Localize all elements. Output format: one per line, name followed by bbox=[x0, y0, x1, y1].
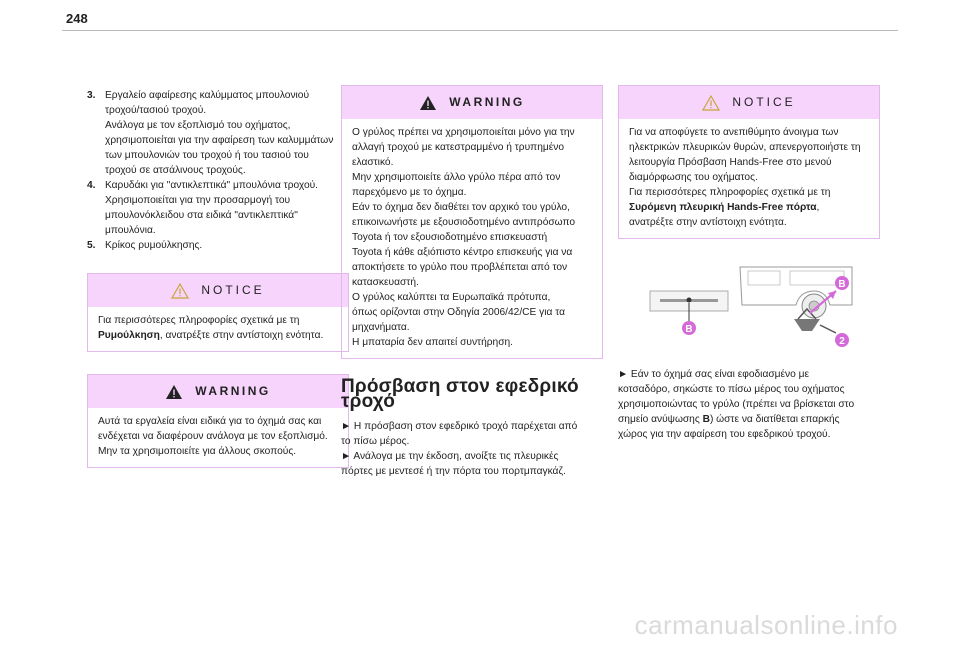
warning-text: Εάν το όχημα δεν διαθέτει τον αρχικό του γρύλο, bbox=[352, 202, 570, 213]
instruction-text: ► Ανάλογα με την έκδοση, ανοίξτε τις πλευρικές bbox=[341, 451, 559, 462]
item-number: 3. bbox=[87, 90, 96, 101]
notice-body bbox=[88, 307, 348, 351]
section-heading: Πρόσβαση στον εφεδρικό τροχό bbox=[341, 376, 579, 412]
jack-diagram bbox=[630, 261, 860, 349]
item-text: Εργαλείο αφαίρεσης καλύμματος μπουλονιού bbox=[105, 90, 310, 101]
notice-text: ηλεκτρικών πλευρικών θυρών, απενεργοποιήστε τη bbox=[629, 142, 861, 153]
warning-text: ελαστικό. bbox=[352, 157, 394, 168]
warning-text: Μην χρησιμοποιείτε άλλο γρύλο πέρα από τον bbox=[352, 172, 561, 183]
notice-text: Για περισσότερες πληροφορίες σχετικά με τη bbox=[98, 315, 300, 326]
instruction-text: χώρος για την αφαίρεση του εφεδρικού τροχού. bbox=[618, 429, 831, 440]
warning-text: Η μπαταρία δεν απαιτεί συντήρηση. bbox=[352, 337, 513, 348]
warning-text: αποκτήσετε το γρύλο που προβλέπεται από τον bbox=[352, 262, 568, 273]
list-item bbox=[87, 88, 349, 178]
item-text: των μπουλονιών του τροχού ή του τασιού του bbox=[105, 150, 309, 161]
warning-box-tools bbox=[87, 374, 349, 468]
warning-text: παρεχόμενο με το όχημα. bbox=[352, 187, 467, 198]
warning-title: WARNING bbox=[195, 384, 271, 398]
column-left bbox=[87, 88, 349, 468]
instruction-paragraph bbox=[341, 449, 603, 479]
instruction-text: πόρτες με μεντεσέ ή την πόρτα του πορτμπαγκάζ. bbox=[341, 466, 566, 477]
warning-title: WARNING bbox=[449, 95, 525, 109]
instruction-text: ► Εάν το όχημά σας είναι εφοδιασμένο με bbox=[618, 369, 810, 380]
warning-text: Ο γρύλος πρέπει να χρησιμοποιείται μόνο για την bbox=[352, 127, 575, 138]
instruction-text: ) ώστε να διατίθεται επαρκής bbox=[709, 414, 840, 425]
warning-text: όπως ορίζονται στην Οδηγία 2006/42/CE για τα bbox=[352, 307, 565, 318]
instruction-text: χρησιμοποιώντας το γρύλο (πρέπει να βρίσκεται στο bbox=[618, 399, 855, 410]
warning-header bbox=[88, 375, 348, 408]
item-text: Χρησιμοποιείται για την προσαρμογή του bbox=[105, 195, 291, 206]
lift-point-label: B bbox=[702, 414, 710, 425]
notice-text: Για περισσότερες πληροφορίες σχετικά με τη bbox=[629, 187, 831, 198]
item-text: χρησιμοποιείται για την αφαίρεση των καλυμμάτων bbox=[105, 135, 334, 146]
item-number: 5. bbox=[87, 240, 96, 251]
item-number: 4. bbox=[87, 180, 96, 191]
notice-title: NOTICE bbox=[201, 283, 265, 297]
warning-text: Αυτά τα εργαλεία είναι ειδικά για το όχημά σας και bbox=[98, 416, 322, 427]
column-middle bbox=[341, 85, 603, 479]
warning-text: μηχανήματα. bbox=[352, 322, 410, 333]
top-divider bbox=[62, 30, 898, 31]
item-text: Κρίκος ρυμούλκησης. bbox=[105, 240, 203, 251]
notice-text: , bbox=[816, 202, 820, 213]
warning-triangle-icon bbox=[171, 283, 189, 299]
item-text: Καρυδάκι για "αντικλεπτικά" μπουλόνια τροχού. bbox=[105, 180, 319, 191]
column-right bbox=[618, 85, 880, 442]
callout-b-bottom: B bbox=[685, 324, 693, 335]
callout-b-top: B bbox=[838, 279, 846, 290]
warning-header bbox=[342, 86, 602, 119]
warning-text: Μην τα χρησιμοποιείτε για άλλους σκοπούς. bbox=[98, 446, 297, 457]
notice-text: διαμόρφωσης του οχήματος. bbox=[629, 172, 758, 183]
warning-triangle-icon bbox=[165, 384, 183, 400]
notice-body bbox=[619, 119, 879, 238]
warning-body bbox=[88, 408, 348, 467]
list-item bbox=[87, 238, 349, 253]
warning-text: επικοινωνήστε με εξουσιοδοτημένο αντιπρόσωπο bbox=[352, 217, 576, 228]
notice-text: λειτουργία Πρόσβαση Hands-Free στο μενού bbox=[629, 157, 832, 168]
notice-text: ανατρέξτε στην αντίστοιχη ενότητα. bbox=[629, 217, 787, 228]
site-watermark: carmanualsonline.info bbox=[634, 610, 898, 640]
page-number: 248 bbox=[66, 11, 88, 26]
callout-2: 2 bbox=[839, 336, 845, 347]
notice-header bbox=[619, 86, 879, 119]
warning-body bbox=[342, 119, 602, 358]
tool-list bbox=[87, 88, 349, 253]
warning-text: Ο γρύλος καλύπτει τα Ευρωπαϊκά πρότυπα, bbox=[352, 292, 551, 303]
item-text: μπουλονόκλειδου στα ειδικά "αντικλεπτικά" bbox=[105, 210, 298, 221]
instruction-text: ► Η πρόσβαση στον εφεδρικό τροχό παρέχεται από bbox=[341, 421, 578, 432]
instruction-text: κοτσαδόρο, σηκώστε το πίσω μέρος του οχήματος bbox=[618, 384, 845, 395]
notice-header bbox=[88, 274, 348, 307]
instruction-text: σημείο ανύψωσης bbox=[618, 414, 703, 425]
instruction-paragraph bbox=[341, 419, 603, 449]
item-text: μπουλόνια. bbox=[105, 225, 156, 236]
notice-title: NOTICE bbox=[732, 95, 796, 109]
warning-box-jack bbox=[341, 85, 603, 359]
item-text: τροχού/τασιού τροχού. bbox=[105, 105, 207, 116]
towing-reference: Ρυμούλκηση bbox=[98, 330, 160, 341]
notice-box-hands-free bbox=[618, 85, 880, 239]
notice-text: Για να αποφύγετε το ανεπιθύμητο άνοιγμα των bbox=[629, 127, 839, 138]
item-text: τροχού σε ατσάλινους τροχούς. bbox=[105, 165, 246, 176]
warning-triangle-icon bbox=[702, 95, 720, 111]
spare-wheel-illustration bbox=[630, 261, 860, 349]
warning-text: Toyota ή τον εξουσιοδοτημένο επισκευαστή bbox=[352, 232, 548, 243]
list-item bbox=[87, 178, 349, 238]
warning-text: ενδέχεται να διαφέρουν ανάλογα με τον εξοπλισμό. bbox=[98, 431, 328, 442]
warning-text: Toyota ή κάθε αξιόπιστο κέντρο επισκευής για να bbox=[352, 247, 573, 258]
instruction-paragraph bbox=[618, 367, 880, 442]
warning-text: κατασκευαστή. bbox=[352, 277, 419, 288]
warning-text: αλλαγή τροχού με κατεστραμμένο ή τρυπημένο bbox=[352, 142, 565, 153]
instruction-text: το πίσω μέρος. bbox=[341, 436, 410, 447]
sliding-door-reference: Συρόμενη πλευρική Hands-Free πόρτα bbox=[629, 202, 817, 213]
item-text: Ανάλογα με τον εξοπλισμό του οχήματος, bbox=[105, 120, 291, 131]
notice-box-towing bbox=[87, 273, 349, 352]
warning-triangle-icon bbox=[419, 95, 437, 111]
notice-text: , ανατρέξτε στην αντίστοιχη ενότητα. bbox=[159, 330, 324, 341]
